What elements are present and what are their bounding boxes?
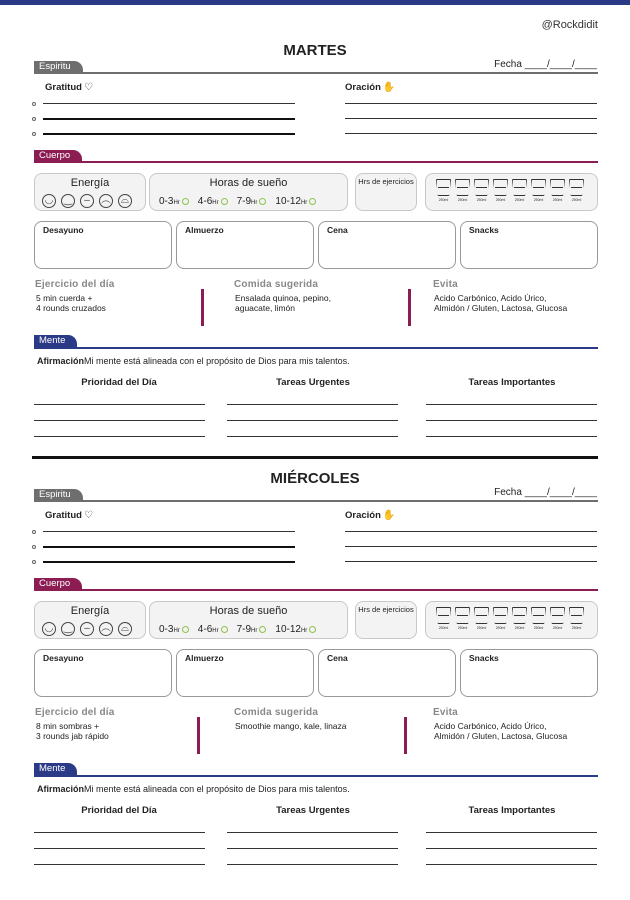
water-glasses xyxy=(436,607,584,630)
sad-icon[interactable]: ︵ xyxy=(101,195,111,206)
energy-title: Energía xyxy=(70,605,110,617)
priority-heading: Prioridad del Día xyxy=(81,377,157,388)
energy-box xyxy=(34,601,146,639)
gratitude-label: Gratitud ♡ xyxy=(45,82,93,93)
radio-circle-icon[interactable] xyxy=(259,626,266,633)
glass-volume-label: 250ml xyxy=(495,198,506,202)
exercise-text: 8 min sombras + 3 rounds jab rápido xyxy=(36,721,109,741)
meal-box-lunch[interactable] xyxy=(176,221,314,269)
sleep-option[interactable]: 4-6Hr xyxy=(198,196,228,207)
glass-volume-label: 250ml xyxy=(571,626,582,630)
cup-icon xyxy=(493,179,508,196)
gratitude-line[interactable] xyxy=(43,531,295,532)
neutral-icon[interactable]: – xyxy=(80,622,94,636)
glass-volume-label: 250ml xyxy=(438,626,449,630)
sleep-title: Horas de sueño xyxy=(209,177,288,189)
suggested-food-heading: Comida sugerida xyxy=(234,279,319,290)
task-line[interactable] xyxy=(227,848,398,849)
prayer-line[interactable] xyxy=(345,561,597,562)
glass-volume-label: 250ml xyxy=(533,626,544,630)
water-glass-icon[interactable] xyxy=(455,179,470,202)
author-handle: @Rockdidit xyxy=(541,19,598,31)
cup-icon xyxy=(455,607,470,624)
radio-circle-icon[interactable] xyxy=(309,626,316,633)
water-glass-icon[interactable] xyxy=(493,607,508,630)
meal-label: Snacks xyxy=(469,653,499,663)
water-glass-icon[interactable] xyxy=(474,179,489,202)
water-tracker xyxy=(425,173,598,211)
cup-icon xyxy=(531,179,546,196)
glass-volume-label: 250ml xyxy=(552,198,563,202)
water-glass-icon[interactable] xyxy=(531,179,546,202)
praying-hands-icon: ✋ xyxy=(382,82,396,93)
sleep-title: Horas de sueño xyxy=(209,605,288,617)
task-line[interactable] xyxy=(426,420,597,421)
task-line[interactable] xyxy=(227,832,398,833)
mind-divider xyxy=(34,775,598,777)
neutral-icon[interactable]: – xyxy=(80,194,94,208)
water-glass-icon[interactable] xyxy=(474,607,489,630)
praying-hands-icon: ✋ xyxy=(382,510,396,521)
avoid-heading: Evita xyxy=(433,279,458,290)
radio-circle-icon[interactable] xyxy=(182,198,189,205)
exercise-hours-label: Hrs de ejercicios xyxy=(358,177,414,186)
gratitude-line[interactable] xyxy=(43,118,295,120)
suggested-food-text: Ensalada quinoa, pepino, aguacate, limón xyxy=(235,293,331,313)
cup-icon xyxy=(569,607,584,624)
important-heading: Tareas Importantes xyxy=(468,805,556,816)
cup-icon xyxy=(569,179,584,196)
task-line[interactable] xyxy=(34,404,205,405)
section-tab-mind: Mente xyxy=(34,335,77,347)
day-planner xyxy=(0,470,630,900)
glass-volume-label: 250ml xyxy=(495,626,506,630)
water-glass-icon[interactable] xyxy=(550,179,565,202)
exercise-hours-label: Hrs de ejercicios xyxy=(358,605,414,614)
sleep-box xyxy=(149,173,348,211)
day-title: MARTES xyxy=(283,42,347,59)
day-title: MIÉRCOLES xyxy=(270,470,360,487)
task-line[interactable] xyxy=(426,864,597,865)
meal-label: Snacks xyxy=(469,225,499,235)
task-line[interactable] xyxy=(426,404,597,405)
gratitude-line[interactable] xyxy=(43,133,295,135)
gratitude-bullet xyxy=(32,545,36,549)
content-icon[interactable]: ‿ xyxy=(61,622,75,636)
sleep-option[interactable]: 10-12Hr xyxy=(275,624,316,635)
glass-volume-label: 250ml xyxy=(514,198,525,202)
date-field[interactable]: Fecha ____/____/____ xyxy=(494,59,597,70)
cup-icon xyxy=(512,607,527,624)
important-heading: Tareas Importantes xyxy=(468,377,556,388)
avoid-text: Acido Carbónico, Acido Úrico, Almidón / Gluten, Lactosa, Glucosa xyxy=(434,293,568,313)
task-line[interactable] xyxy=(426,848,597,849)
meal-label: Desayuno xyxy=(43,653,84,663)
task-line[interactable] xyxy=(426,832,597,833)
task-line[interactable] xyxy=(227,420,398,421)
water-glass-icon[interactable] xyxy=(550,607,565,630)
cup-icon xyxy=(436,179,451,196)
exercise-text: 5 min cuerda + 4 rounds cruzados xyxy=(36,293,106,313)
meal-label: Cena xyxy=(327,225,348,235)
energy-title: Energía xyxy=(70,177,110,189)
prayer-line[interactable] xyxy=(345,546,597,547)
gratitude-bullet xyxy=(32,117,36,121)
gratitude-bullet xyxy=(32,102,36,106)
section-tab-mind: Mente xyxy=(34,763,77,775)
radio-circle-icon[interactable] xyxy=(259,198,266,205)
sleep-option[interactable]: 0-3Hr xyxy=(159,196,189,207)
body-divider xyxy=(34,589,598,591)
cup-icon xyxy=(474,607,489,624)
glass-volume-label: 250ml xyxy=(476,626,487,630)
task-line[interactable] xyxy=(34,420,205,421)
spirit-divider xyxy=(34,500,598,502)
meal-box-snacks[interactable] xyxy=(460,221,598,269)
body-divider xyxy=(34,161,598,163)
task-line[interactable] xyxy=(34,832,205,833)
gratitude-line[interactable] xyxy=(43,103,295,104)
gratitude-line[interactable] xyxy=(43,561,295,563)
energy-faces xyxy=(42,622,132,636)
meal-box-snacks[interactable] xyxy=(460,649,598,697)
water-tracker xyxy=(425,601,598,639)
glass-volume-label: 250ml xyxy=(438,198,449,202)
section-tab-body: Cuerpo xyxy=(34,578,82,590)
section-tab-spirit: Espiritu xyxy=(34,489,83,501)
gratitude-bullet xyxy=(32,560,36,564)
glass-volume-label: 250ml xyxy=(533,198,544,202)
cup-icon xyxy=(531,607,546,624)
water-glass-icon[interactable] xyxy=(512,179,527,202)
radio-circle-icon[interactable] xyxy=(182,626,189,633)
smile-icon[interactable]: ◡ xyxy=(42,622,56,636)
meal-label: Almuerzo xyxy=(185,225,224,235)
affirmation: AfirmaciónMi mente está alineada con el propósito de Dios para mis talentos. xyxy=(37,356,350,366)
sleep-options xyxy=(159,624,316,635)
section-tab-body: Cuerpo xyxy=(34,150,82,162)
prayer-line[interactable] xyxy=(345,133,597,134)
exercise-hours-box[interactable] xyxy=(355,601,417,639)
exercise-heading: Ejercicio del día xyxy=(35,707,115,718)
meal-box-lunch[interactable] xyxy=(176,649,314,697)
water-glass-icon[interactable] xyxy=(493,179,508,202)
meal-label: Almuerzo xyxy=(185,653,224,663)
info-separator xyxy=(197,717,200,754)
task-line[interactable] xyxy=(426,436,597,437)
cup-icon xyxy=(550,179,565,196)
glass-volume-label: 250ml xyxy=(552,626,563,630)
top-accent-bar xyxy=(0,0,630,5)
cup-icon xyxy=(436,607,451,624)
cup-icon xyxy=(512,179,527,196)
sleep-option[interactable]: 7-9Hr xyxy=(237,196,267,207)
gratitude-label: Gratitud ♡ xyxy=(45,510,93,521)
affirmation: AfirmaciónMi mente está alineada con el propósito de Dios para mis talentos. xyxy=(37,784,350,794)
meal-box-breakfast[interactable] xyxy=(34,649,172,697)
task-line[interactable] xyxy=(227,436,398,437)
urgent-heading: Tareas Urgentes xyxy=(276,805,350,816)
task-line[interactable] xyxy=(227,864,398,865)
avoid-heading: Evita xyxy=(433,707,458,718)
water-glass-icon[interactable] xyxy=(569,607,584,630)
glass-volume-label: 250ml xyxy=(514,626,525,630)
radio-circle-icon[interactable] xyxy=(221,198,228,205)
cup-icon xyxy=(474,179,489,196)
water-glasses xyxy=(436,179,584,202)
sleep-option[interactable]: 10-12Hr xyxy=(275,196,316,207)
prayer-line[interactable] xyxy=(345,118,597,119)
task-line[interactable] xyxy=(227,404,398,405)
prayer-line[interactable] xyxy=(345,103,597,104)
info-separator xyxy=(408,289,411,326)
task-line[interactable] xyxy=(34,848,205,849)
urgent-heading: Tareas Urgentes xyxy=(276,377,350,388)
cup-icon xyxy=(550,607,565,624)
gratitude-bullet xyxy=(32,530,36,534)
energy-faces xyxy=(42,194,132,208)
water-glass-icon[interactable] xyxy=(569,179,584,202)
exercise-hours-box[interactable] xyxy=(355,173,417,211)
task-line[interactable] xyxy=(34,864,205,865)
day-planner xyxy=(0,42,630,482)
meal-label: Desayuno xyxy=(43,225,84,235)
info-separator xyxy=(201,289,204,326)
sleep-box xyxy=(149,601,348,639)
suggested-food-text: Smoothie mango, kale, linaza xyxy=(235,721,347,731)
meal-box-dinner[interactable] xyxy=(318,649,456,697)
water-glass-icon[interactable] xyxy=(531,607,546,630)
info-separator xyxy=(404,717,407,754)
prayer-label: Oración ✋ xyxy=(345,82,396,93)
radio-circle-icon[interactable] xyxy=(309,198,316,205)
angry-icon[interactable]: ⌓ xyxy=(118,194,132,208)
glass-volume-label: 250ml xyxy=(457,198,468,202)
cup-icon xyxy=(455,179,470,196)
heart-hand-icon: ♡ xyxy=(83,510,93,521)
gratitude-line[interactable] xyxy=(43,546,295,548)
glass-volume-label: 250ml xyxy=(571,198,582,202)
glass-volume-label: 250ml xyxy=(476,198,487,202)
priority-heading: Prioridad del Día xyxy=(81,805,157,816)
water-glass-icon[interactable] xyxy=(436,179,451,202)
exercise-heading: Ejercicio del día xyxy=(35,279,115,290)
avoid-text: Acido Carbónico, Acido Úrico, Almidón / Gluten, Lactosa, Glucosa xyxy=(434,721,568,741)
prayer-label: Oración ✋ xyxy=(345,510,396,521)
energy-box xyxy=(34,173,146,211)
prayer-line[interactable] xyxy=(345,531,597,532)
meal-box-breakfast[interactable] xyxy=(34,221,172,269)
glass-volume-label: 250ml xyxy=(457,626,468,630)
mind-divider xyxy=(34,347,598,349)
cup-icon xyxy=(493,607,508,624)
sleep-option[interactable]: 0-3Hr xyxy=(159,624,189,635)
smile-icon[interactable]: ◡ xyxy=(42,194,56,208)
meal-label: Cena xyxy=(327,653,348,663)
gratitude-bullet xyxy=(32,132,36,136)
water-glass-icon[interactable] xyxy=(436,607,451,630)
date-field[interactable]: Fecha ____/____/____ xyxy=(494,487,597,498)
meal-box-dinner[interactable] xyxy=(318,221,456,269)
water-glass-icon[interactable] xyxy=(512,607,527,630)
sleep-option[interactable]: 4-6Hr xyxy=(198,624,228,635)
angry-icon[interactable]: ⌓ xyxy=(118,622,132,636)
section-tab-spirit: Espiritu xyxy=(34,61,83,73)
suggested-food-heading: Comida sugerida xyxy=(234,707,319,718)
content-icon[interactable]: ‿ xyxy=(61,194,75,208)
task-line[interactable] xyxy=(34,436,205,437)
sad-icon[interactable]: ︵ xyxy=(101,623,111,634)
sleep-options xyxy=(159,196,316,207)
heart-hand-icon: ♡ xyxy=(83,82,93,93)
radio-circle-icon[interactable] xyxy=(221,626,228,633)
water-glass-icon[interactable] xyxy=(455,607,470,630)
sleep-option[interactable]: 7-9Hr xyxy=(237,624,267,635)
spirit-divider xyxy=(34,72,598,74)
